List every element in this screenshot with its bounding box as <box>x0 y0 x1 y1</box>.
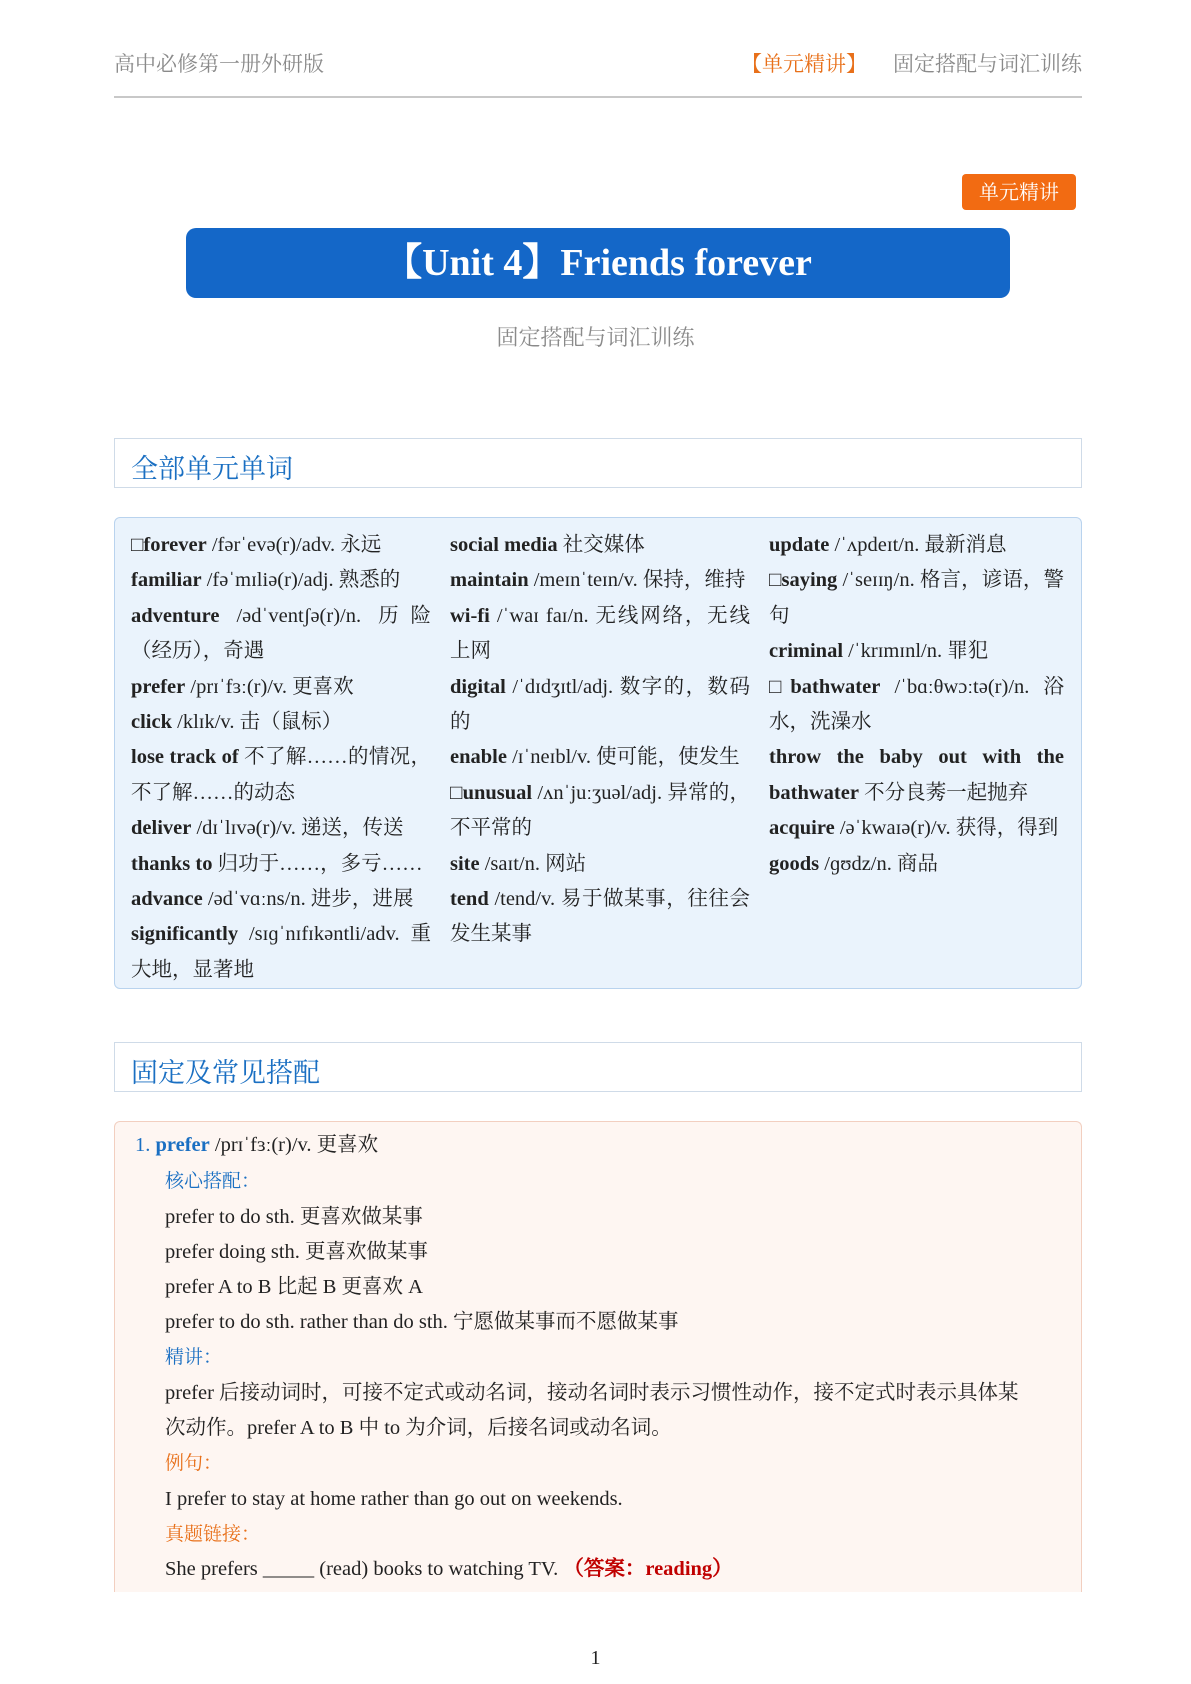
header-right <box>741 48 1082 78</box>
core-item: prefer to do sth. rather than do sth. 宁愿做某事而不愿做某事 <box>165 1311 679 1333</box>
header-topic: 固定搭配与词汇训练 <box>893 52 1082 76</box>
entry-number: 1. <box>135 1134 151 1156</box>
explain-line: 次动作。prefer A to B 中 to 为介词，后接名词或动名词。 <box>165 1417 672 1439</box>
vocab-definition: /fərˈevə(r)/adv. 永远 <box>206 534 382 556</box>
vocab-definition: /saɪt/n. 网站 <box>479 852 587 875</box>
collocation-panel <box>114 1121 1082 1592</box>
vocab-entry <box>131 599 431 670</box>
explain-label: 精讲： <box>165 1346 223 1368</box>
vocab-entry <box>769 670 1064 741</box>
vocab-definition: /ˈkrɪmɪnl/n. 罪犯 <box>843 640 989 663</box>
vocab-word: □forever <box>131 534 207 556</box>
vocab-definition: 社交媒体 <box>557 534 645 556</box>
vocab-entry <box>131 528 431 563</box>
vocab-entry <box>450 776 750 847</box>
vocab-definition: /əˈkwaɪə(r)/v. 获得，得到 <box>834 817 1059 840</box>
vocab-word: prefer <box>131 675 186 698</box>
vocab-panel <box>114 517 1082 989</box>
vocab-word: update <box>769 534 830 556</box>
vocab-entry <box>450 670 750 741</box>
vocab-word: click <box>131 711 172 734</box>
entry-definition: /prɪˈfɜː(r)/v. 更喜欢 <box>209 1134 379 1156</box>
page-number: 1 <box>590 1647 601 1669</box>
header-tag: 【单元精讲】 <box>741 52 867 76</box>
vocab-entry <box>131 670 431 705</box>
vocab-entry <box>450 740 750 775</box>
core-label: 核心搭配： <box>165 1170 261 1192</box>
book-title: 高中必修第一册外研版 <box>114 52 324 76</box>
vocab-word: □saying <box>769 569 838 592</box>
vocab-definition: /prɪˈfɜː(r)/v. 更喜欢 <box>185 675 354 698</box>
vocab-definition: /ˈʌpdeɪt/n. 最新消息 <box>829 534 1007 556</box>
vocab-definition: /ədˈventʃə(r)/n. 历险（经历），奇遇 <box>131 604 431 663</box>
vocab-entry <box>450 847 750 882</box>
vocab-definition: 不了解……的情况，不了解……的动态 <box>131 746 432 804</box>
vocab-word: digital <box>450 675 506 698</box>
core-item: prefer doing sth. 更喜欢做某事 <box>165 1241 429 1263</box>
vocab-word: enable <box>450 746 507 769</box>
vocab-word: □bathwater <box>769 675 881 698</box>
exam-text: She prefers _____ (read) books to watching TV. <box>165 1558 559 1580</box>
entry-word: prefer <box>155 1134 210 1156</box>
vocab-definition: /ʌnˈjuːʒuəl/adj. 异常的，不平常的 <box>450 781 750 840</box>
vocab-definition: /ˈdɪdʒɪtl/adj. 数字的，数码的 <box>450 675 750 734</box>
vocab-entry <box>450 528 750 563</box>
vocab-definition: /meɪnˈteɪn/v. 保持，维持 <box>528 569 746 592</box>
vocab-entry <box>131 563 431 598</box>
vocab-word: social media <box>450 534 558 556</box>
exam-question <box>165 1554 733 1584</box>
exam-label: 真题链接： <box>165 1523 261 1545</box>
vocab-definition: /ˈbɑːθwɔːtə(r)/n. 浴水，洗澡水 <box>769 675 1064 734</box>
unit-title: 【Unit 4】Friends forever <box>186 228 1010 298</box>
vocab-word: throw the baby out with the bathwater <box>769 746 1064 804</box>
vocab-entry <box>450 882 750 953</box>
exam-answer: （答案：reading） <box>563 1558 733 1580</box>
vocab-word: deliver <box>131 817 192 840</box>
vocab-definition: 不分良莠一起抛弃 <box>858 781 1029 804</box>
vocab-word: acquire <box>769 817 835 840</box>
section-title: 全部单元单词 <box>131 454 293 485</box>
section-heading-vocab <box>114 438 1082 488</box>
unit-badge: 单元精讲 <box>962 174 1076 210</box>
vocab-definition: /sɪɡˈnɪfɪkəntli/adv. 重大地，显著地 <box>131 923 431 981</box>
example-sentence: I prefer to stay at home rather than go out on weekends. <box>165 1488 623 1510</box>
vocab-word: advance <box>131 888 203 911</box>
vocab-definition: /tend/v. 易于做某事，往往会发生某事 <box>450 888 750 946</box>
section-heading-collocations <box>114 1042 1082 1092</box>
core-item: prefer to do sth. 更喜欢做某事 <box>165 1206 423 1228</box>
vocab-column-2 <box>450 528 750 953</box>
vocab-definition: 归功于……，多亏…… <box>212 852 423 875</box>
vocab-definition: /fəˈmɪliə(r)/adj. 熟悉的 <box>201 569 401 592</box>
vocab-column-3 <box>769 528 1064 882</box>
vocab-word: adventure <box>131 604 220 627</box>
vocab-word: □unusual <box>450 781 533 804</box>
vocab-entry <box>769 847 1064 882</box>
vocab-entry <box>769 634 1064 669</box>
core-item: prefer A to B 比起 B 更喜欢 A <box>165 1276 423 1298</box>
vocab-definition: /ədˈvɑːns/n. 进步，进展 <box>202 888 414 911</box>
vocab-definition: /ɪˈneɪbl/v. 使可能，使发生 <box>506 746 740 769</box>
vocab-definition: /ˈseɪɪŋ/n. 格言，谚语，警句 <box>769 569 1064 627</box>
vocab-entry <box>769 528 1064 563</box>
vocab-entry <box>131 705 431 740</box>
vocab-word: criminal <box>769 640 844 663</box>
vocab-word: significantly <box>131 923 239 946</box>
explain-line: prefer 后接动词时，可接不定式或动名词，接动名词时表示习惯性动作，接不定式时表示具体某 <box>165 1382 1019 1404</box>
vocab-definition: /klɪk/v. 击（鼠标） <box>172 711 343 734</box>
vocab-entry <box>769 740 1064 811</box>
vocab-word: familiar <box>131 569 202 592</box>
vocab-entry <box>131 847 431 882</box>
page-header <box>114 40 1082 98</box>
vocab-entry <box>131 740 431 811</box>
vocab-definition: /dɪˈlɪvə(r)/v. 递送，传送 <box>191 817 404 840</box>
example-label: 例句： <box>165 1452 223 1474</box>
vocab-word: tend <box>450 888 489 911</box>
vocab-entry <box>131 882 431 917</box>
vocab-definition: /ˈwaɪ faɪ/n. 无线网络，无线上网 <box>450 604 750 663</box>
vocab-word: goods <box>769 852 820 875</box>
vocab-entry <box>769 811 1064 846</box>
vocab-entry <box>769 563 1064 634</box>
entry-head <box>135 1130 378 1160</box>
vocab-word: lose track of <box>131 746 239 769</box>
vocab-entry <box>450 563 750 598</box>
vocab-word: site <box>450 852 480 875</box>
vocab-entry <box>450 599 750 670</box>
section-title: 固定及常见搭配 <box>131 1058 320 1089</box>
page-subtitle: 固定搭配与词汇训练 <box>496 326 695 351</box>
vocab-entry <box>131 917 431 988</box>
vocab-entry <box>131 811 431 846</box>
vocab-definition: /ɡʊdz/n. 商品 <box>819 852 939 875</box>
vocab-column-1 <box>131 528 431 988</box>
vocab-word: wi-fi <box>450 604 490 627</box>
vocab-word: thanks to <box>131 852 213 875</box>
vocab-word: maintain <box>450 569 529 592</box>
